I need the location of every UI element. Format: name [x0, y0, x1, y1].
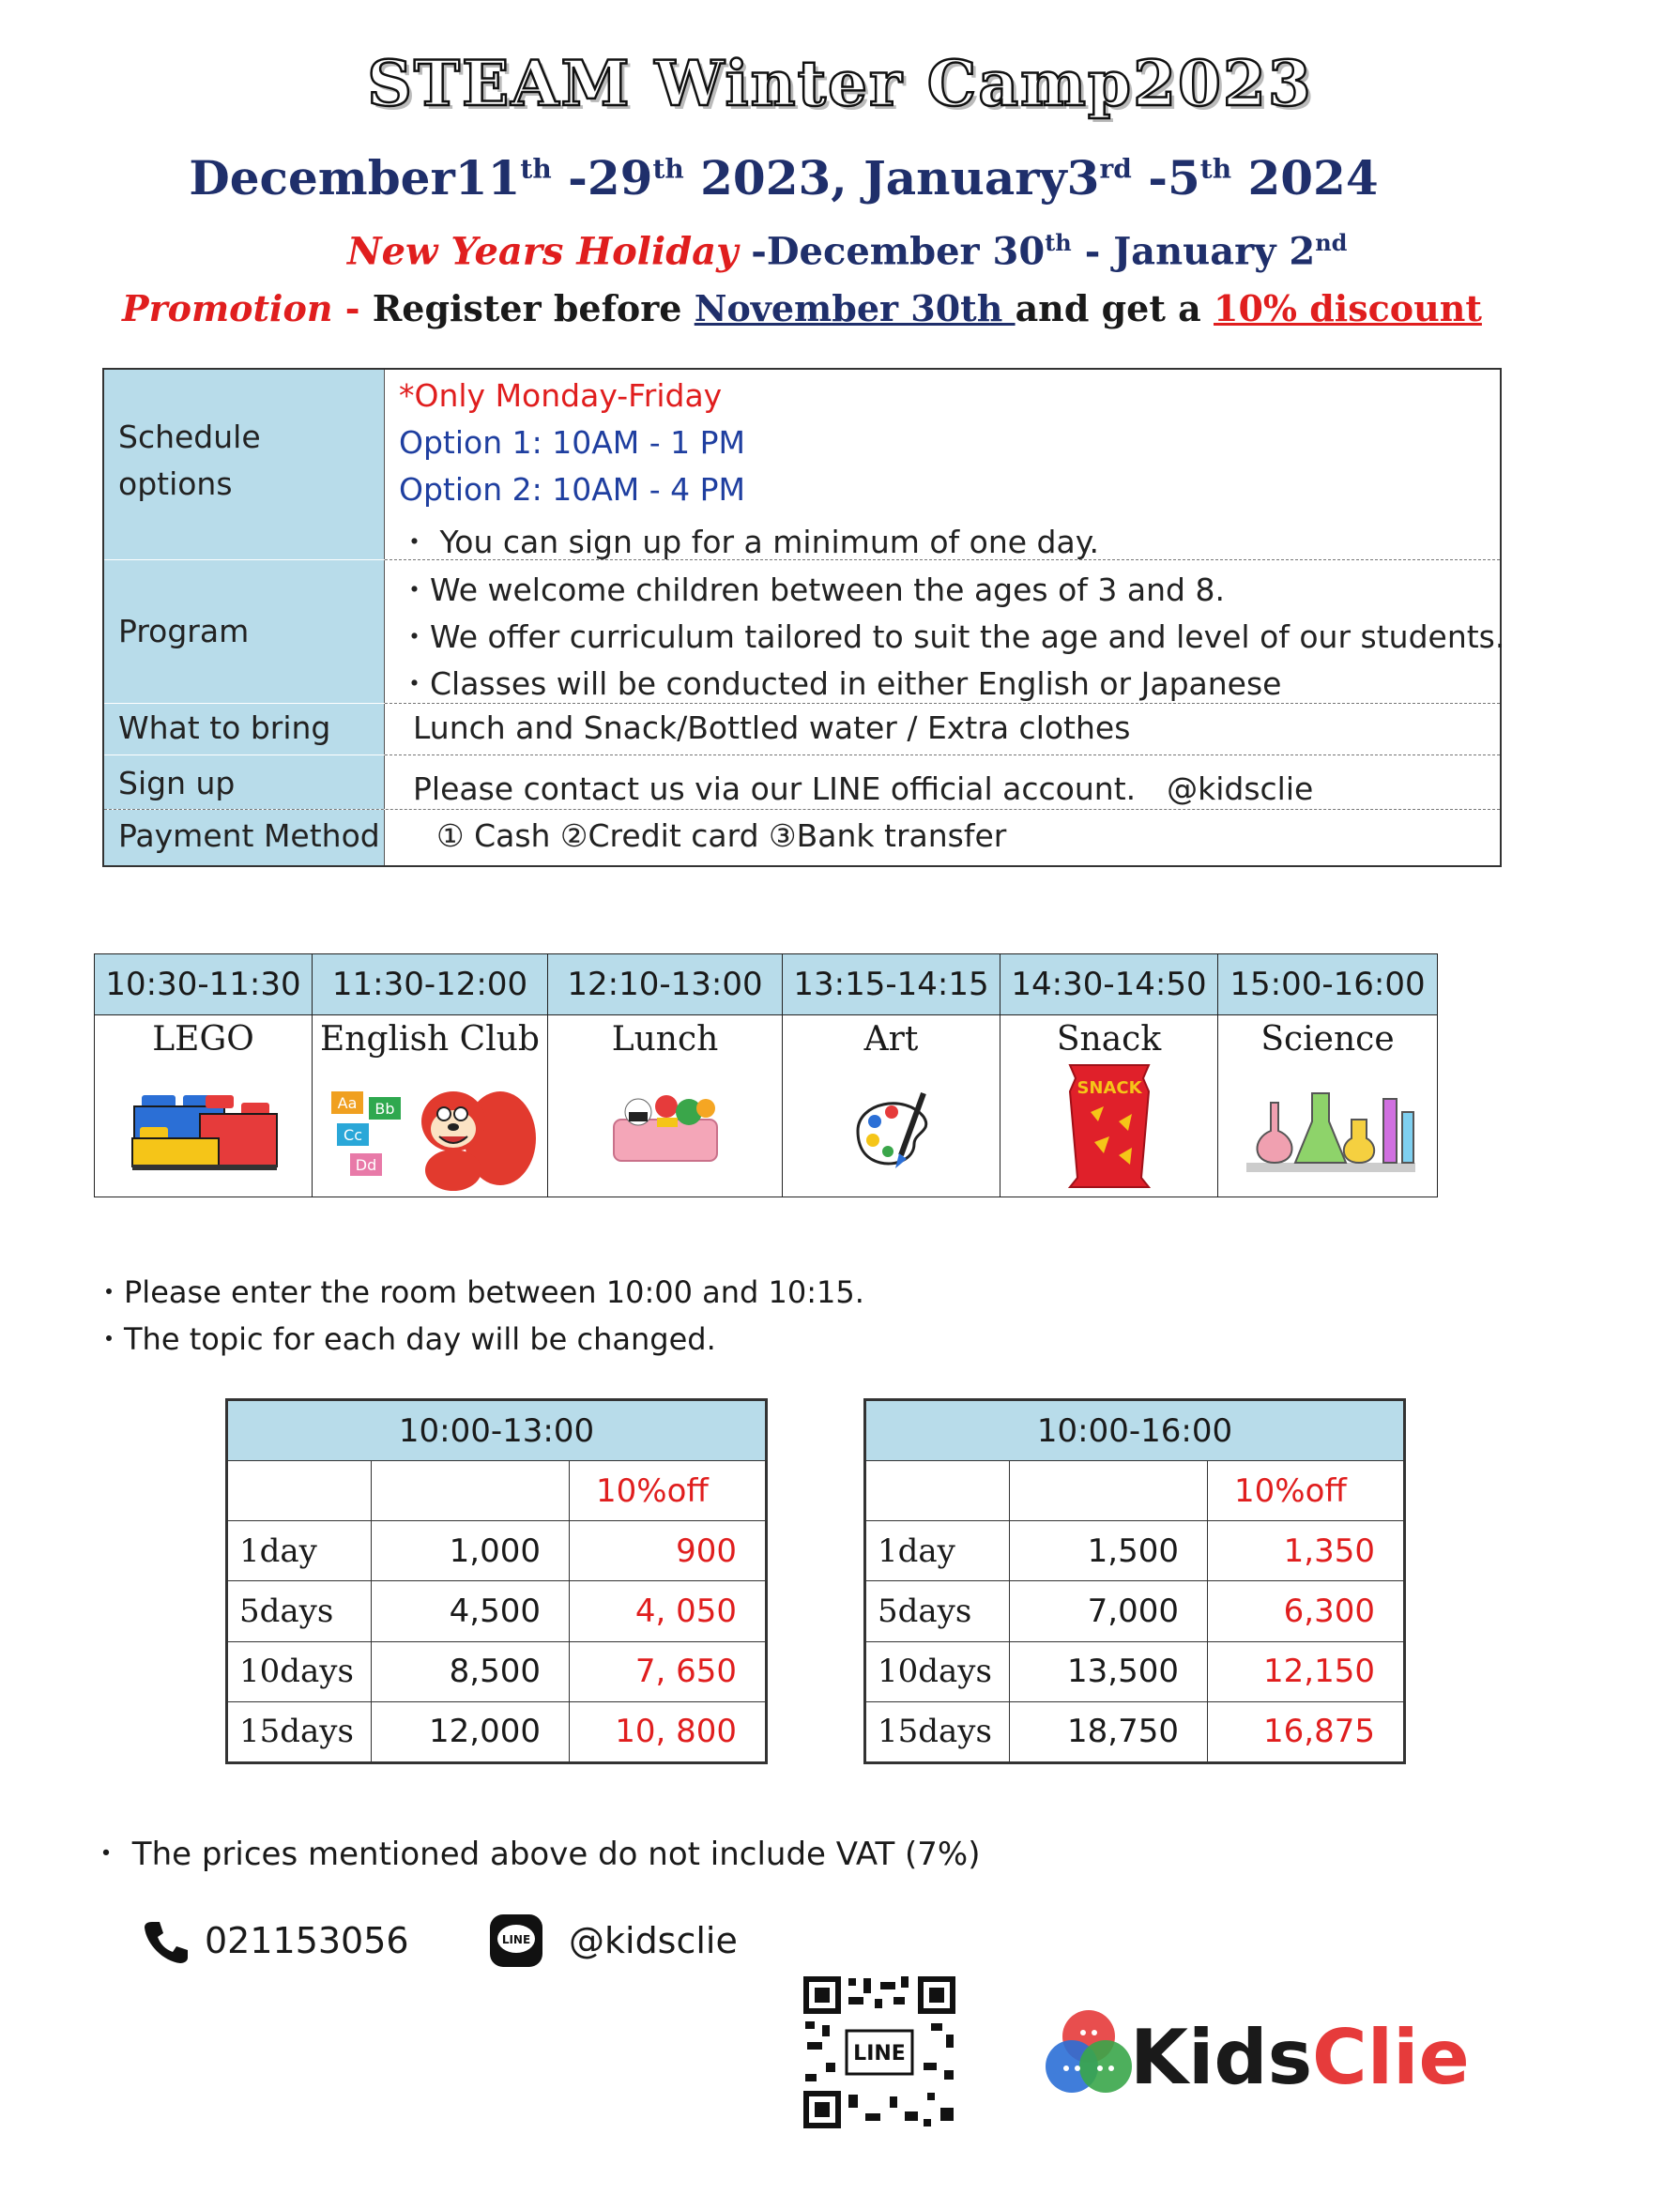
price-days: 1day — [866, 1521, 1010, 1581]
phone-number[interactable]: 021153056 — [205, 1920, 409, 1961]
price-regular: 8,500 — [372, 1641, 570, 1701]
slot-activity: LEGO — [152, 1020, 254, 1059]
slot-time: 12:10-13:00 — [548, 954, 782, 1015]
price-days: 15days — [866, 1701, 1010, 1761]
logo-text-kids: Kids — [1130, 2014, 1313, 2101]
entry-note: ・Please enter the room between 10:00 and 10:15. — [94, 1274, 864, 1310]
schedule-slot-snack — [1000, 954, 1218, 1197]
price-days: 5days — [228, 1581, 372, 1641]
schedule-slot-art — [783, 954, 1000, 1197]
price-days: 10days — [228, 1641, 372, 1701]
price-table-header: 10:00-13:00 — [228, 1401, 766, 1461]
camp-dates: December11th -29th 2023, January3rd -5th 2024 — [189, 150, 1379, 206]
line-icon-label: LINE — [501, 1933, 531, 1946]
slot-time: 15:00-16:00 — [1218, 954, 1437, 1015]
price-discounted: 7, 650 — [570, 1641, 766, 1701]
bring-label: What to bring — [104, 704, 385, 755]
price-regular: 7,000 — [1010, 1581, 1208, 1641]
lunch-box-icon — [548, 1065, 782, 1187]
price-days: 10days — [866, 1641, 1010, 1701]
price-regular: 13,500 — [1010, 1641, 1208, 1701]
slot-time: 13:15-14:15 — [783, 954, 1000, 1015]
lego-bricks-icon — [95, 1065, 312, 1187]
price-regular: 1,000 — [372, 1521, 570, 1581]
slot-time: 11:30-12:00 — [313, 954, 547, 1015]
vat-note: ・ The prices mentioned above do not include VAT (7%) — [90, 1836, 981, 1873]
line-id[interactable]: @kidsclie — [569, 1920, 738, 1961]
price-table-header: 10:00-16:00 — [866, 1401, 1404, 1461]
letter-dd: Dd — [355, 1156, 377, 1174]
price-discounted: 900 — [570, 1521, 766, 1581]
discount-header: 10%off — [1208, 1461, 1404, 1521]
signup-label: Sign up — [104, 755, 385, 809]
line-icon — [488, 1913, 544, 1969]
price-table-long — [863, 1398, 1406, 1764]
qr-code[interactable] — [800, 1973, 959, 2132]
info-table — [102, 368, 1505, 867]
payment-value: ① Cash ②Credit card ③Bank transfer — [436, 817, 1007, 854]
letter-cc: Cc — [344, 1126, 362, 1144]
price-days: 1day — [228, 1521, 372, 1581]
bring-value: Lunch and Snack/Bottled water / Extra clothes — [413, 709, 1131, 746]
price-regular: 18,750 — [1010, 1701, 1208, 1761]
qr-center-label: LINE — [853, 2042, 906, 2065]
page-title: STEAM Winter Camp2023 — [367, 47, 1313, 120]
promotion-label: Promotion — [122, 287, 333, 329]
promotion-notice: Promotion - Register before November 30th and get a 10% discount — [122, 287, 1482, 329]
price-days: 15days — [228, 1701, 372, 1761]
promotion-deadline: November 30th — [694, 287, 1016, 329]
kidsclie-logo — [1025, 1980, 1470, 2121]
slot-activity: Science — [1260, 1020, 1395, 1059]
slot-activity: English Club — [320, 1020, 540, 1059]
price-regular: 4,500 — [372, 1581, 570, 1641]
english-club-icon — [313, 1065, 547, 1187]
paint-palette-icon — [783, 1065, 1000, 1187]
signup-value: Please contact us via our LINE official account. @kidsclie — [413, 770, 1314, 807]
schedule-slot-science — [1218, 954, 1437, 1197]
price-discounted: 16,875 — [1208, 1701, 1404, 1761]
logo-text-clie: Clie — [1312, 2014, 1470, 2101]
promotion-discount: 10% discount — [1214, 287, 1482, 329]
holiday-notice: New Years Holiday -December 30th - January 2nd — [347, 229, 1348, 274]
price-regular: 12,000 — [372, 1701, 570, 1761]
price-discounted: 10, 800 — [570, 1701, 766, 1761]
slot-activity: Art — [863, 1020, 919, 1059]
program-value: ・We welcome children between the ages of 3 and 8. ・We offer curriculum tailored to suit the age and level of our students. ・Classes will be conducted in either English or Japanese — [399, 572, 1505, 702]
price-discounted: 12,150 — [1208, 1641, 1404, 1701]
science-flask-icon — [1218, 1065, 1437, 1187]
topic-note: ・The topic for each day will be changed. — [94, 1321, 716, 1357]
holiday-label: New Years Holiday — [347, 229, 739, 274]
snack-bag-label: SNACK — [1077, 1078, 1142, 1098]
program-label: Program — [104, 560, 385, 703]
price-discounted: 1,350 — [1208, 1521, 1404, 1581]
schedule-slot-lunch — [548, 954, 783, 1197]
price-discounted: 4, 050 — [570, 1581, 766, 1641]
price-days: 5days — [866, 1581, 1010, 1641]
letter-bb: Bb — [374, 1100, 395, 1118]
slot-time: 14:30-14:50 — [1000, 954, 1217, 1015]
schedule-slot-english — [313, 954, 548, 1197]
price-regular: 1,500 — [1010, 1521, 1208, 1581]
price-table-short — [225, 1398, 768, 1764]
daily-schedule — [94, 953, 1438, 1197]
phone-icon — [143, 1918, 190, 1965]
slot-activity: Snack — [1056, 1020, 1162, 1059]
payment-label: Payment Method — [104, 810, 385, 865]
schedule-options-value: *Only Monday-Friday Option 1: 10AM - 1 PM Option 2: 10AM - 4 PM ・ You can sign up for a minimum of one day. — [399, 377, 1100, 560]
slot-time: 10:30-11:30 — [95, 954, 312, 1015]
snack-bag-icon — [1000, 1065, 1217, 1187]
schedule-slot-lego — [95, 954, 313, 1197]
price-discounted: 6,300 — [1208, 1581, 1404, 1641]
schedule-options-label: Schedule options — [104, 370, 385, 559]
slot-activity: Lunch — [611, 1020, 719, 1059]
discount-header: 10%off — [570, 1461, 766, 1521]
letter-aa: Aa — [337, 1094, 358, 1112]
